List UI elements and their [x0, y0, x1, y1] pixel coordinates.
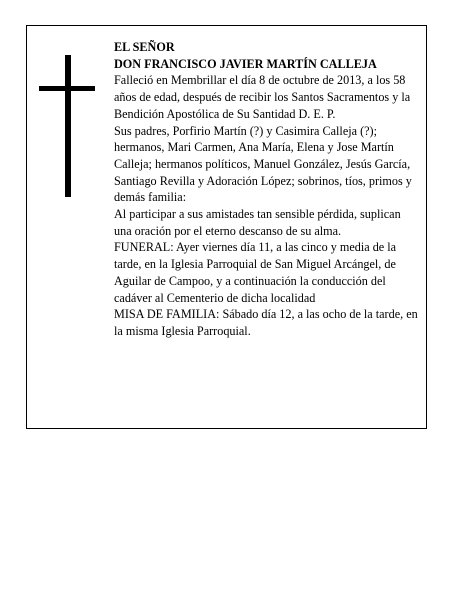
cross-vertical-bar [65, 55, 71, 197]
prayer-request: Al participar a sus amistades tan sensible pérdida, suplican una oración por el eterno descanso de su alma. [114, 207, 401, 238]
notice-heading: EL SEÑOR [114, 40, 175, 54]
family-mass-details: MISA DE FAMILIA: Sábado día 12, a las ocho de la tarde, en la misma Iglesia Parroquial. [114, 307, 418, 338]
deceased-name: DON FRANCISCO JAVIER MARTÍN CALLEJA [114, 56, 377, 71]
obituary-notice [26, 25, 427, 429]
death-announcement: Falleció en Membrillar el día 8 de octubre de 2013, a los 58 años de edad, después de recibir los Santos Sacramentos y la Bendición Apostólica de Su Santidad D. E. P. [114, 73, 411, 121]
family-list: Sus padres, Porfirio Martín (?) y Casimira Calleja (?); hermanos, Mari Carmen, Ana María, Elena y Jose Martín Calleja; hermanos políticos, Manuel González, Jesús García, Santiago Revilla y Adoración López; sobrinos, tíos, primos y demás familia: [114, 123, 412, 205]
notice-text [114, 39, 420, 340]
latin-cross-icon [39, 55, 95, 197]
cross-horizontal-bar [39, 86, 95, 91]
funeral-details: FUNERAL: Ayer viernes día 11, a las cinco y media de la tarde, en la Iglesia Parroquial de San Miguel Arcángel, de Aguilar de Campoo, y a continuación la conducción del cadáver al Cementerio de dicha localidad [114, 240, 397, 305]
